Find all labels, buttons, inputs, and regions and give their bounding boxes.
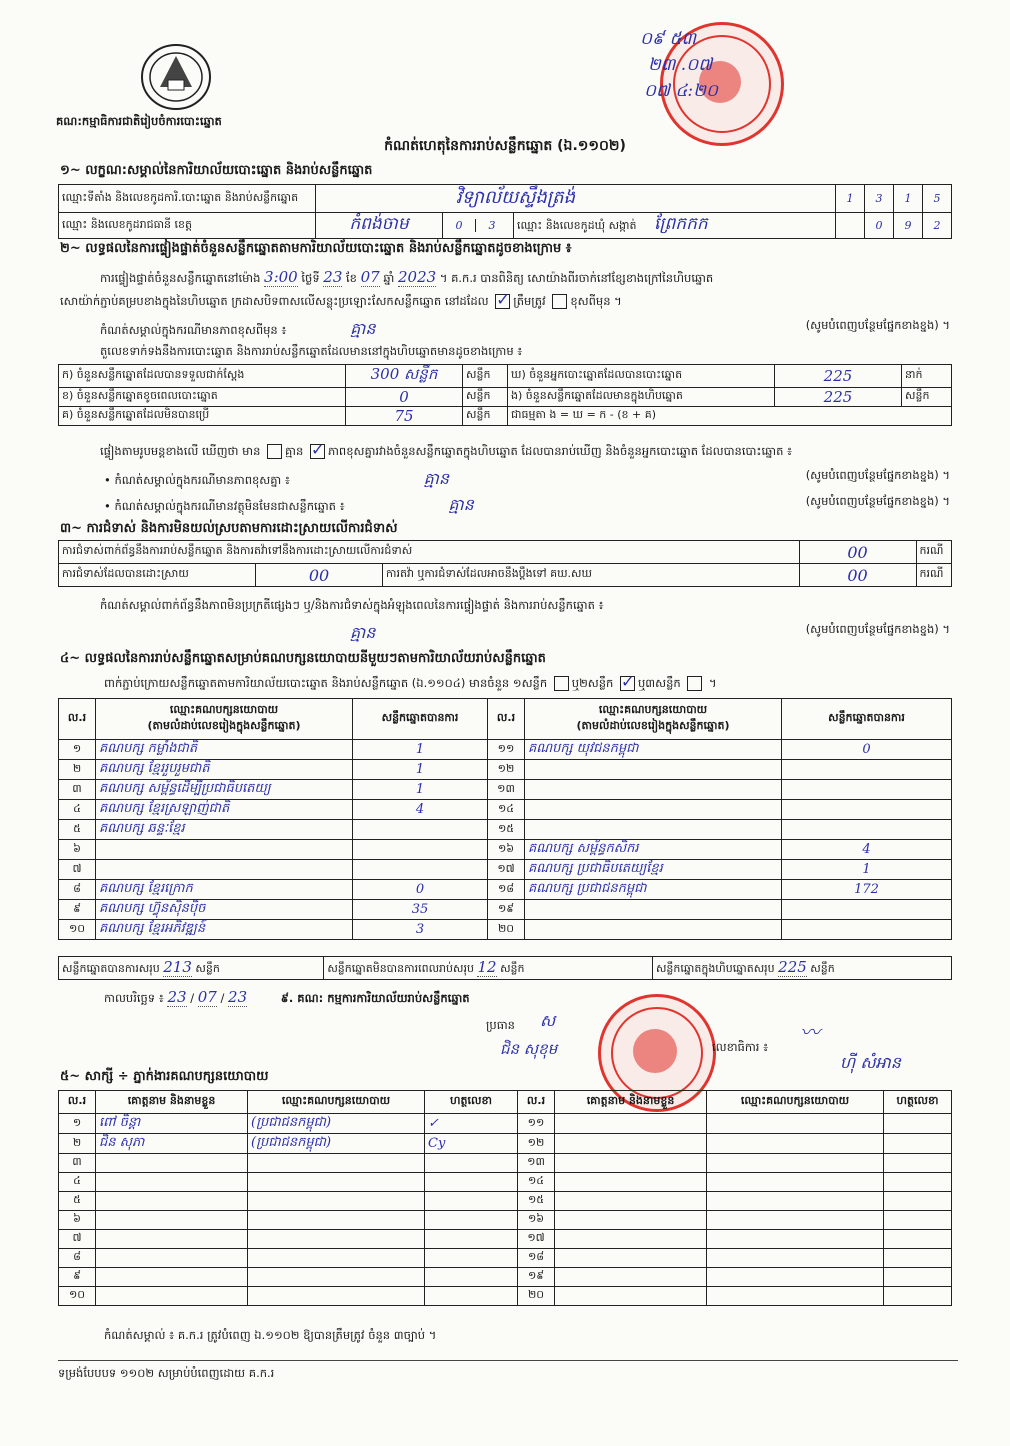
party-name (525, 820, 782, 840)
witness-party (707, 1268, 884, 1287)
witness-row (59, 1192, 952, 1211)
row-number: ៣ (59, 780, 96, 800)
witness-name (555, 1249, 707, 1268)
witness-name (555, 1114, 707, 1134)
witness-signature (425, 1268, 518, 1287)
resolved-objections-value: 00 (256, 564, 383, 587)
party-votes: 4 (353, 800, 488, 820)
party-votes (782, 760, 952, 780)
three-sheets-checkbox[interactable] (687, 676, 702, 691)
two-sheets-checkbox[interactable] (620, 676, 635, 691)
results-row (59, 880, 952, 900)
witness-name (96, 1154, 248, 1173)
location-label: ឈ្មោះទីតាំង និងលេខកូដការិ.បោះឆ្នោត និងរាប់សន្លឹកឆ្នោត (59, 185, 316, 213)
party-votes: 1 (782, 860, 952, 880)
difference-note-line: កំណត់សម្គាល់ក្នុងករណីមានភាពខុសពីមុន ៖ គ្មាន (សូមបំពេញបន្ថែមផ្នែកខាងខ្នង) ។ (100, 318, 950, 338)
row-number: ១៨ (488, 880, 525, 900)
party-votes (353, 840, 488, 860)
difference-note-value: គ្មាន (350, 319, 376, 338)
witness-party (248, 1287, 425, 1306)
seal-line: សោយ៉ាក់ភ្ជាប់គម្របខាងក្នុងនៃហិបឆ្នោត ក្រដាសបិទពាសលើសន្លុះប្រឡោះសែកសន្លឹកឆ្នោត នៅដដែល ✓ ត្រឹមត្រូវ ខុសពីមុន ។ (60, 294, 622, 311)
party-votes (782, 900, 952, 920)
secretary-signature: 〰 (800, 1020, 820, 1044)
row-number: ១២ (518, 1134, 555, 1154)
party-votes (782, 780, 952, 800)
party-name: គណបក្ស ប្រជាធិបតេយ្យខ្មែរ (525, 860, 782, 880)
objections-table: ការជំទាស់ពាក់ព័ន្ធនឹងការរាប់សន្លឹកឆ្នោត និងការតវ៉ាទៅនឹងការដោះស្រាយលើការជំទាស់ 00 ករណី ការជំទាស់ដែលបានដោះស្រាយ 00 ការតវ៉ា ឬការជំទាស់ដែលអាចនឹងប្តឹងទៅ គឃ.សឃ 00 ករណី (58, 540, 952, 587)
row-number: ១៩ (488, 900, 525, 920)
witness-row (59, 1249, 952, 1268)
row-number: ២ (59, 760, 96, 780)
party-votes: 1 (353, 780, 488, 800)
footnote: កំណត់សម្គាល់ ៖ គ.ក.រ ត្រូវបំពេញ ឯ.១១០២ ឱ្យបានត្រឹមត្រូវ ចំនួន ៣ច្បាប់ ។ (104, 1328, 437, 1342)
attachment-line: ពាក់ភ្ជាប់ក្រោយសន្លឹកឆ្នោតតាមការិយាល័យបោះឆ្នោត និងរាប់សន្លឹកឆ្នោត (ឯ.១១០៤) មានចំនួន ១សន្លឹក ឬ២សន្លឹក ✓ ឬ៣សន្លឹក ។ (104, 676, 717, 693)
row-number: ៤ (59, 1173, 96, 1192)
location-code-digit: 1 (836, 185, 865, 213)
witness-signature (425, 1249, 518, 1268)
commune-value: ព្រែកកក (654, 214, 708, 234)
row-number: ១៥ (488, 820, 525, 840)
objections-value: 00 (799, 541, 916, 564)
witness-party (707, 1287, 884, 1306)
witness-name (96, 1249, 248, 1268)
party-name: គណបក្ស ខ្មែរក្រោក (96, 880, 353, 900)
row-number: ៥ (59, 820, 96, 840)
verification-year: 2023 (398, 268, 437, 286)
section1-heading: ១~ លក្ខណ:សម្គាល់នៃការិយាល័យបោះឆ្នោត និងរាប់សន្លឹកឆ្នោត (60, 163, 373, 178)
org-name: គណ:កម្មាធិការជាតិរៀបចំការបោះឆ្នោត (56, 114, 222, 128)
party-name (525, 780, 782, 800)
row-number: ១៣ (488, 780, 525, 800)
party-name: គណបក្ស ខ្មែររួបរួមជាតិ (96, 760, 353, 780)
party-votes: 0 (353, 880, 488, 900)
witness-signature (884, 1173, 952, 1192)
location-code-digit: 3 (865, 185, 894, 213)
witness-signature: Cy (425, 1134, 518, 1154)
section5-heading: ៥~ សាក្សី ÷ ភ្នាក់ងារគណបក្សនយោបាយ (60, 1069, 269, 1084)
commune-label: ឈ្មោះ និងលេខកូដឃុំ សង្កាត់ (517, 219, 637, 232)
witness-signature (425, 1211, 518, 1230)
party-votes: 3 (353, 920, 488, 940)
witness-name (555, 1173, 707, 1192)
row-number: ១៧ (518, 1230, 555, 1249)
bullet-foreign-objects: • កំណត់សម្គាល់ក្នុងករណីមានវត្ថុមិនមែនជាសន្លឹកឆ្នោត ៖ គ្មាន (សូមបំពេញបន្ថែមផ្នែកខាងខ្នង) ។ (104, 494, 950, 514)
box-total: សន្លឹកឆ្នោតក្នុងហិបឆ្នោតសរុប 225 សន្លឹក (652, 957, 951, 980)
row-number: ១ (59, 1114, 96, 1134)
row-number: ១៤ (488, 800, 525, 820)
witness-row (59, 1173, 952, 1192)
witness-signature (425, 1192, 518, 1211)
signing-date: កាលបរិច្ឆេទ ៖ 23 / 07 / 23 ៩. គណ: កម្មការការិយាល័យរាប់សន្លឹកឆ្នោត (104, 988, 470, 1006)
voters-value: 225 (775, 365, 902, 388)
party-name: គណបក្ស ហ៊្វុនស៊ិនប៉ិច (96, 900, 353, 920)
witness-signature (884, 1249, 952, 1268)
party-name: គណបក្ស ប្រជាជនកម្ពុជា (525, 880, 782, 900)
party-votes: 0 (782, 740, 952, 760)
witness-name (555, 1230, 707, 1249)
section4-heading: ៤~ លទ្ធផលនៃការរាប់សន្លឹកឆ្នោតសម្រាប់គណបក្សនយោបាយនីមួយៗតាមការិយាល័យរាប់សន្លឹកឆ្នោត (60, 651, 546, 666)
witness-party (248, 1154, 425, 1173)
witness-party (707, 1249, 884, 1268)
witness-party (707, 1230, 884, 1249)
location-table (58, 184, 952, 239)
row-number: ១ (59, 740, 96, 760)
section3-heading: ៣~ ការជំទាស់ និងការមិនយល់ស្របតាមការដោះស្រាយលើការជំទាស់ (60, 521, 398, 536)
party-name (525, 760, 782, 780)
unused-ballots-value: 75 (346, 407, 463, 426)
row-number: ៦ (59, 840, 96, 860)
party-votes: 172 (782, 880, 952, 900)
ballots-in-box-value: 225 (775, 388, 902, 407)
row-number: ១០ (59, 1287, 96, 1306)
witness-name (96, 1211, 248, 1230)
witness-signature (425, 1230, 518, 1249)
witness-party (248, 1192, 425, 1211)
party-name (96, 840, 353, 860)
row-number: ១៦ (488, 840, 525, 860)
commune-code-digit: 9 (894, 213, 923, 239)
row-number: ១០ (59, 920, 96, 940)
row-number: ២ (59, 1134, 96, 1154)
witness-name (96, 1192, 248, 1211)
location-code-digit: 1 (894, 185, 923, 213)
witness-signature (884, 1114, 952, 1134)
verification-line: ការផ្ទៀងផ្ទាត់ចំនួនសន្លឹកឆ្នោតនៅម៉ោង 3:00 ថ្ងៃទី 23 ខែ 07 ឆ្នាំ 2023 ។ គ.ក.រ បានពិនិត្យ សោយ៉ាងពីរចាក់នៅខ្សែខាងក្រៅនៃហិបឆ្នោត (100, 268, 714, 286)
row-number: ៨ (59, 1249, 96, 1268)
party-votes (353, 860, 488, 880)
row-number: ៦ (59, 1211, 96, 1230)
results-row (59, 800, 952, 820)
row-number: ១៨ (518, 1249, 555, 1268)
witness-name (555, 1154, 707, 1173)
witness-signature: ✓ (425, 1114, 518, 1134)
party-name (525, 920, 782, 940)
row-number: ២០ (518, 1287, 555, 1306)
party-votes: 35 (353, 900, 488, 920)
results-row (59, 760, 952, 780)
witness-signature (884, 1230, 952, 1249)
row-number: ២០ (488, 920, 525, 940)
figures-intro: តួលេខទាក់ទងនឹងការបោះឆ្នោត និងការរាប់សន្លឹកឆ្នោតដែលមាននៅក្នុងហិបឆ្នោតមានដូចខាងក្រោម ៖ (100, 344, 523, 358)
witness-party (248, 1268, 425, 1287)
party-votes: 1 (353, 760, 488, 780)
appeals-value: 00 (799, 564, 916, 587)
no-difference-checkbox[interactable] (310, 444, 325, 459)
witness-name (555, 1287, 707, 1306)
section2-heading: ២~ លទ្ធផលនៃការផ្ទៀងផ្ទាត់ចំនួនសន្លឹកឆ្នោតតាមការិយាល័យបោះឆ្នោត និងរាប់សន្លឹកឆ្នោតដូចខាងក្រោម ៖ (60, 241, 572, 256)
row-number: ៥ (59, 1192, 96, 1211)
has-difference-checkbox[interactable] (267, 444, 282, 459)
party-name: គណបក្ស ខ្មែរអភិវឌ្ឍន៍ (96, 920, 353, 940)
row-number: ៨ (59, 880, 96, 900)
row-number: ១៥ (518, 1192, 555, 1211)
witness-signature (884, 1268, 952, 1287)
row-number: ១២ (488, 760, 525, 780)
party-name (96, 860, 353, 880)
witness-party (707, 1114, 884, 1134)
witness-signature (884, 1287, 952, 1306)
row-number: ៧ (59, 1230, 96, 1249)
results-row (59, 920, 952, 940)
party-name: គណបក្ស សម្ព័ន្ធកសិករ (525, 840, 782, 860)
secretary-name: ហ៊ី សំអាន (840, 1053, 901, 1072)
verification-month: 07 (360, 268, 380, 286)
witness-party (707, 1134, 884, 1154)
location-code-digit: 5 (923, 185, 952, 213)
party-name (525, 900, 782, 920)
received-ballots-value: 300 សន្លឹក (346, 365, 463, 388)
party-votes (782, 920, 952, 940)
figures-table (58, 364, 952, 426)
witness-signature (425, 1154, 518, 1173)
witness-party (707, 1173, 884, 1192)
party-name: គណបក្ស ឆន្ទៈខ្មែរ (96, 820, 353, 840)
witness-row (59, 1268, 952, 1287)
chair-signature: ស (540, 1011, 556, 1030)
party-name: គណបក្ស សម្ព័ន្ធដើម្បីប្រជាធិបតេយ្យ (96, 780, 353, 800)
intact-checkbox[interactable] (495, 294, 510, 309)
location-value: វិទ្យាល័យស្ទឹងត្រង់ (316, 185, 836, 213)
form-footer: ទម្រង់បែបបទ ១១០២ សម្រាប់បំពេញដោយ គ.ក.រ (58, 1366, 275, 1380)
party-name: គណបក្ស ខ្មែរស្រឡាញ់ជាតិ (96, 800, 353, 820)
row-number: ១៧ (488, 860, 525, 880)
party-votes (782, 800, 952, 820)
corner-handwriting: ០៩ ៥៣ ២៣ .០៧ ០៧ ៤:២០ (640, 29, 719, 101)
row-number: ១៣ (518, 1154, 555, 1173)
row-number: ៤ (59, 800, 96, 820)
witness-name (96, 1287, 248, 1306)
formula-check-line: ផ្ទៀងតាមរូបមន្តខាងលើ ឃើញថា មាន គ្មាន ✓ ភាពខុសគ្នារវាងចំនួនសន្លឹកឆ្នោតក្នុងហិបឆ្នោត ដែលបានរាប់ឃើញ និងចំនួនអ្នកបោះឆ្នោត ដែលបានបោះឆ្នោត ៖ (100, 444, 960, 461)
commune-code-digit: 0 (865, 213, 894, 239)
province-label: ឈ្មោះ និងលេខកូដរាជធានី ខេត្ត (59, 213, 316, 239)
witness-signature (884, 1192, 952, 1211)
province-code: 0 3 (443, 213, 514, 239)
bullet-difference: • កំណត់សម្គាល់ក្នុងករណីមានភាពខុសគ្នា ៖ គ្មាន (សូមបំពេញបន្ថែមផ្នែកខាងខ្នង) ។ (104, 468, 950, 488)
row-number: ១៩ (518, 1268, 555, 1287)
irregularities-note: កំណត់សម្គាល់ពាក់ព័ន្ធនឹងភាពមិនប្រក្រតីផ្សេងៗ ឬ/និងការជំទាស់ក្នុងអំឡុងពេលនៃការផ្ទៀងផ្ទាត់ និងការរាប់សន្លឹកឆ្នោត ៖ (100, 598, 604, 612)
witness-name (555, 1211, 707, 1230)
province-value: កំពង់ចាម (316, 213, 443, 239)
row-number: ៩ (59, 900, 96, 920)
witness-signature (425, 1173, 518, 1192)
witness-party (248, 1173, 425, 1192)
chair-name: ជិន សុខុម (500, 1040, 558, 1058)
witness-row (59, 1114, 952, 1134)
form-title: កំណត់ហេតុនៃការរាប់សន្លឹកឆ្នោត (ឯ.១១០២) (384, 138, 626, 154)
verification-time: 3:00 (264, 268, 298, 286)
witness-name (555, 1268, 707, 1287)
results-row (59, 820, 952, 840)
witness-party (248, 1249, 425, 1268)
party-votes: 4 (782, 840, 952, 860)
figures-row: ក) ចំនួនសន្លឹកឆ្នោតដែលបានទទួលជាក់ស្តែង 300 សន្លឹក សន្លឹក ឃ) ចំនួនអ្នកបោះឆ្នោតដែលបានបោះឆ្នោត 225 នាក់ (59, 365, 952, 388)
witness-party (707, 1192, 884, 1211)
witness-row (59, 1134, 952, 1154)
party-votes (782, 820, 952, 840)
verification-day: 23 (323, 268, 343, 286)
figures-row: ខ) ចំនួនសន្លឹកឆ្នោតខូចពេលបោះឆ្នោត 0 សន្លឹក ង) ចំនួនសន្លឹកឆ្នោតដែលមានក្នុងហិបឆ្នោត 225 សន្លឹក (59, 388, 952, 407)
spoiled-ballots-value: 0 (346, 388, 463, 407)
results-row (59, 840, 952, 860)
party-votes (353, 820, 488, 840)
witness-name (96, 1173, 248, 1192)
invalid-total: សន្លឹកឆ្នោតមិនបានការពេលរាប់សរុប 12 សន្លឹក (324, 957, 653, 980)
witness-party (248, 1230, 425, 1249)
party-name (525, 800, 782, 820)
results-row (59, 860, 952, 880)
party-name: គណបក្ស យុវជនកម្ពុជា (525, 740, 782, 760)
one-sheet-checkbox[interactable] (554, 676, 569, 691)
witness-signature (884, 1134, 952, 1154)
witness-name: ជិន សុភា (96, 1134, 248, 1154)
changed-checkbox[interactable] (552, 294, 567, 309)
commune-cell (514, 213, 836, 239)
witness-party (707, 1154, 884, 1173)
row-number: ១៦ (518, 1211, 555, 1230)
chair-label: ប្រធាន (486, 1018, 515, 1032)
witness-party: (ប្រជាជនកម្ពុជា) (248, 1114, 425, 1134)
witness-signature (884, 1154, 952, 1173)
row-number: ១៤ (518, 1173, 555, 1192)
witness-row (59, 1211, 952, 1230)
row-number: ៣ (59, 1154, 96, 1173)
witness-party (248, 1211, 425, 1230)
results-row (59, 900, 952, 920)
row-number: ៩ (59, 1268, 96, 1287)
emblem-logo (138, 42, 214, 112)
party-votes: 1 (353, 740, 488, 760)
results-table: ល.រ ឈ្មោះគណបក្សនយោបាយ (តាមលំដាប់លេខរៀងក្នុងសន្លឹកឆ្នោត) សន្លឹកឆ្នោតបានការ ល.រ ឈ្មោះគណបក្សនយោបាយ (តាមលំដាប់លេខរៀងក្នុងសន្លឹកឆ្នោត) សន្លឹកឆ្នោតបានការ ១ គណបក្ស កម្លាំងជាតិ 1 ១១ គណបក្ស យុវជនកម្ពុជា 0 ២ គណបក្ស ខ្មែររួបរួមជាតិ 1 ១២ ៣ គណបក្ស សម្ព័ន្ធដើម្បីប្រជាធិបតេយ្យ 1 ១៣ ៤ គណបក្ស ខ្មែរស្រឡាញ់ជាតិ 4 ១៤ ៥ គណបក្ស ឆន្ទៈខ្មែរ ១៥ ៦ ១៦ គណបក្ស សម្ព័ន្ធកសិករ 4 ៧ ១៧ គណបក្ស ប្រជាធិបតេយ្យខ្មែរ 1 ៨ គណបក្ស ខ្មែរក្រោក 0 ១៨ គណបក្ស ប្រជាជនកម្ពុជា 172 ៩ គណបក្ស ហ៊្វុនស៊ិនប៉ិច 35 ១៩ ១០ គណបក្ស ខ្មែរអភិវឌ្ឍន៍ 3 ២០ (58, 698, 952, 940)
totals-table (58, 956, 952, 980)
witness-row (59, 1230, 952, 1249)
witnesses-table: ល.រ គោត្តនាម និងនាមខ្លួន ឈ្មោះគណបក្សនយោបាយ ហត្ថលេខា ល.រ គោត្តនាម និងនាមខ្លួន ឈ្មោះគណបក្សនយោបាយ ហត្ថលេខា ១ ពៅ ចិន្តា (ប្រជាជនកម្ពុជា) ✓ ១១ ២ ជិន សុភា (ប្រជាជនកម្ពុជា) Cy ១២ ៣ ១៣ ៤ ១៤ ៥ ១៥ ៦ ១៦ ៧ ១៧ ៨ ១៨ ៩ ១៩ ១០ ២០ (58, 1090, 952, 1306)
secretary-label: លេខាធិការ ៖ (712, 1040, 769, 1054)
results-row (59, 780, 952, 800)
figures-row: គ) ចំនួនសន្លឹកឆ្នោតដែលមិនបានប្រើ 75 សន្លឹក ជាធម្មតា ង = ឃ = ក - (ខ + គ) (59, 407, 952, 426)
witness-row (59, 1287, 952, 1306)
witness-name: ពៅ ចិន្តា (96, 1114, 248, 1134)
witness-signature (425, 1287, 518, 1306)
witness-name (555, 1192, 707, 1211)
footer-divider (58, 1360, 958, 1361)
valid-total: សន្លឹកឆ្នោតបានការសរុប 213 សន្លឹក (59, 957, 324, 980)
witness-name (555, 1134, 707, 1154)
irregularities-line: គ្មាន (សូមបំពេញបន្ថែមផ្នែកខាងខ្នង) ។ (350, 622, 950, 642)
row-number: ១១ (518, 1114, 555, 1134)
witness-row (59, 1154, 952, 1173)
row-number: ១១ (488, 740, 525, 760)
row-number: ៧ (59, 860, 96, 880)
witness-party (707, 1211, 884, 1230)
commune-code-digit: 2 (923, 213, 952, 239)
witness-name (96, 1230, 248, 1249)
results-row (59, 740, 952, 760)
witness-signature (884, 1211, 952, 1230)
witness-name (96, 1268, 248, 1287)
witness-party: (ប្រជាជនកម្ពុជា) (248, 1134, 425, 1154)
party-name: គណបក្ស កម្លាំងជាតិ (96, 740, 353, 760)
